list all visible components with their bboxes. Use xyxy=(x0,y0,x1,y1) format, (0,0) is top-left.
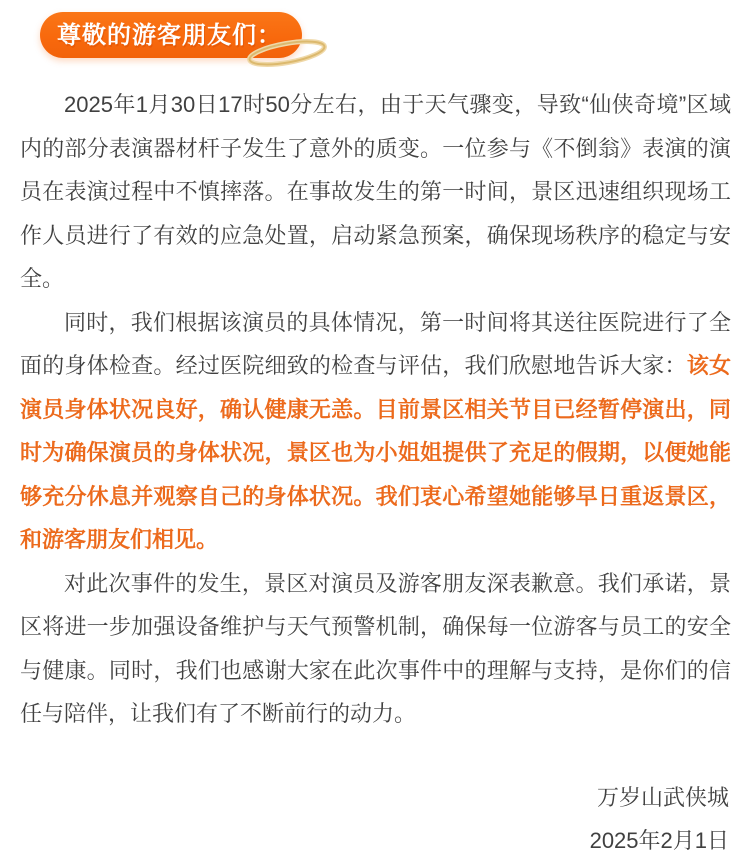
signature-name: 万岁山武侠城 xyxy=(596,784,729,810)
greeting-badge xyxy=(40,12,302,58)
greeting-badge-label: 尊敬的游客朋友们： xyxy=(57,22,282,49)
paragraph-incident xyxy=(20,83,731,301)
greeting-badge-wrap xyxy=(40,12,302,58)
announcement-body xyxy=(0,83,751,736)
paragraph-text: 2025年1月30日17时50分左右，由于天气骤变，导致“仙侠奇境”区域内的部分表演器材杆子发生了意外的质变。一位参与《不倒翁》表演的演员在表演过程中不慎摔落。在事故发生的第一时间，景区迅速组织现场工作人员进行了有效的应急处置，启动紧急预案，确保现场秩序的稳定与安全。 xyxy=(20,92,731,291)
signature-block xyxy=(0,776,751,863)
highlighted-text: 该女演员身体状况良好，确认健康无恙。目前景区相关节目已经暂停演出，同时为确保演员的身体状况，景区也为小姐姐提供了充足的假期，以便她能够充分休息并观察自己的身体状况。我们衷心希望她能够早日重返景区，和游客朋友们相见。 xyxy=(20,353,731,552)
signature-date: 2025年2月1日 xyxy=(589,828,729,853)
paragraph-medical-update xyxy=(20,301,731,562)
paragraph-text: 对此次事件的发生，景区对演员及游客朋友深表歉意。我们承诺，景区将进一步加强设备维护与天气预警机制，确保每一位游客与员工的安全与健康。同时，我们也感谢大家在此次事件中的理解与支持，是你们的信任与陪伴，让我们有了不断前行的动力。 xyxy=(20,570,731,726)
paragraph-text: 同时，我们根据该演员的具体情况，第一时间将其送往医院进行了全面的身体检查。经过医院细致的检查与评估，我们欣慰地告诉大家： xyxy=(20,309,731,378)
paragraph-apology xyxy=(20,562,731,736)
